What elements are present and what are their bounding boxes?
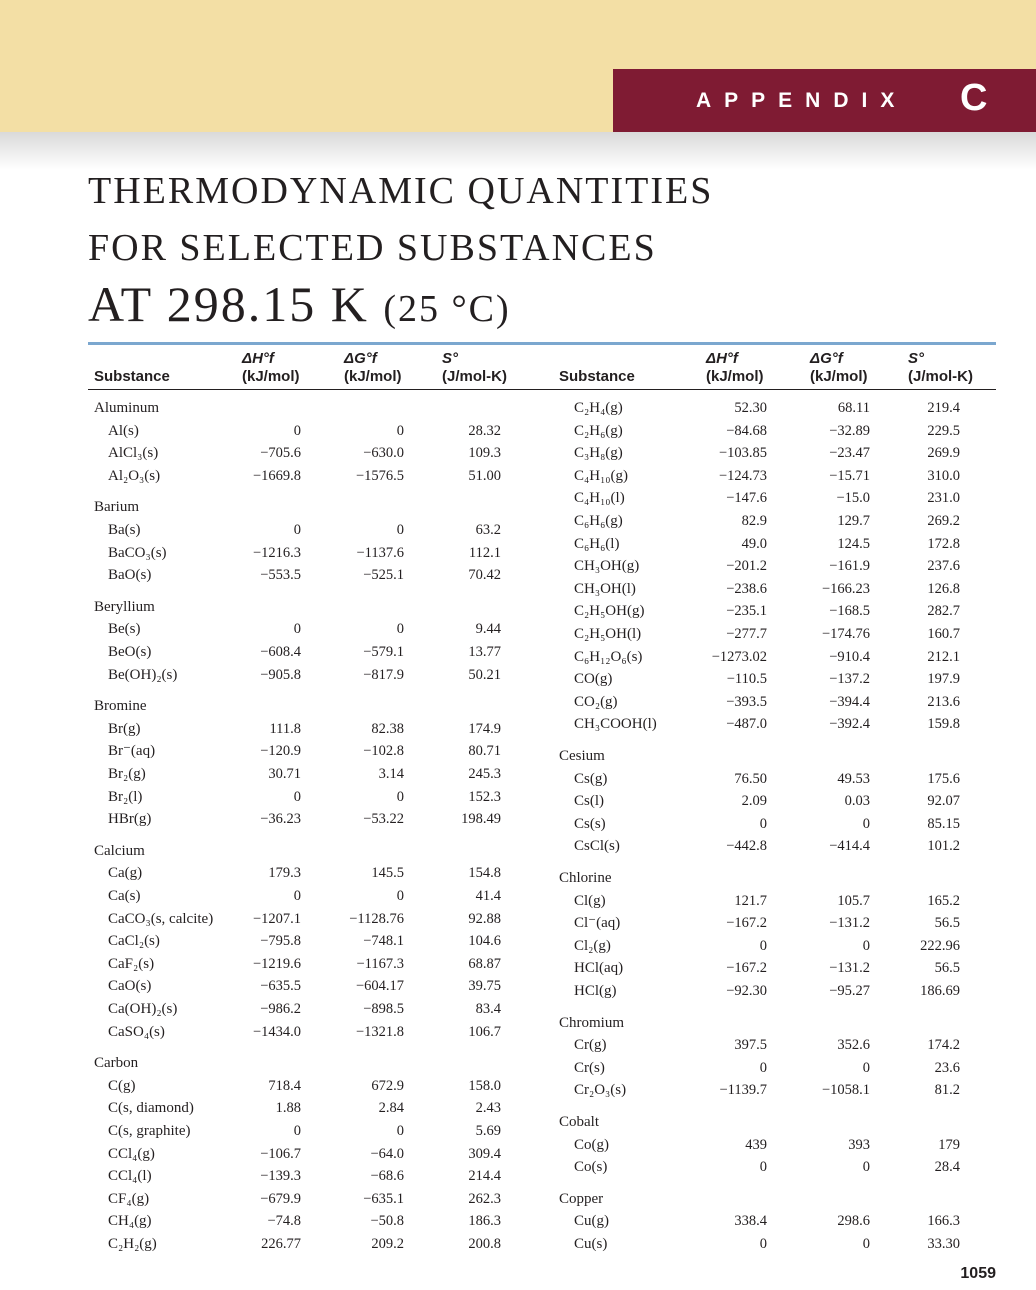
delta-g-value: −32.89 [829,422,870,439]
table-header-rule [88,389,996,390]
substance-name: Ba(s) [108,522,141,538]
dg-symbol: ΔG°f [810,350,843,367]
delta-h-value: −1216.3 [252,544,301,561]
col-header-substance-left: Substance [94,368,170,385]
entropy-value: 13.77 [468,644,501,660]
delta-g-value: 298.6 [837,1213,870,1230]
entropy-value: 9.44 [475,621,501,638]
delta-h-value: −442.8 [726,838,767,855]
substance-name: C₂H₆(g) [574,422,623,439]
delta-h-value: 82.9 [741,513,767,529]
substance-name: Ca(OH)₂(s) [108,1001,178,1017]
delta-h-value: 0 [293,522,301,538]
entropy-value: 186.69 [920,983,960,999]
substance-name: C(s, graphite) [108,1123,191,1139]
delta-g-value: 2.84 [378,1100,404,1117]
entropy-value: 112.1 [468,544,501,561]
entropy-value: 154.8 [468,865,501,882]
category-label: Beryllium [94,598,155,615]
delta-h-value: −393.5 [726,693,767,710]
substance-name: Al(s) [108,422,139,439]
delta-g-value: 0 [862,1059,870,1076]
delta-g-value: −1058.1 [821,1082,870,1099]
substance-name: BaO(s) [108,567,152,584]
s-symbol: S° [908,350,925,367]
delta-h-value: −238.6 [726,580,767,597]
substance-name: Cs(l) [574,793,604,810]
substance-name: C₂H₅OH(l) [574,626,642,642]
delta-g-value: −604.17 [355,978,404,995]
delta-g-value: 68.11 [837,400,870,416]
entropy-value: 245.3 [468,766,501,782]
delta-h-value: 338.4 [734,1213,767,1230]
substance-name: Cr(g) [574,1037,607,1054]
delta-h-value: −84.68 [726,422,767,439]
delta-g-value: −131.2 [829,960,870,977]
substance-name: CH₃COOH(l) [574,716,657,733]
delta-g-value: −161.9 [829,558,870,575]
substance-name: Cu(g) [574,1213,609,1230]
delta-h-value: 0 [759,1059,767,1076]
entropy-value: 186.3 [468,1213,501,1230]
substance-name: Cl⁻(aq) [574,915,621,932]
delta-g-value: −166.23 [821,580,870,597]
category-label: Cobalt [559,1114,599,1130]
entropy-value: 92.07 [927,793,960,810]
page-title-line-3 [88,276,511,332]
category-label: Carbon [94,1055,139,1072]
substance-name: Ca(g) [108,865,143,882]
delta-h-value: −1434.0 [252,1023,301,1040]
delta-g-value: −50.8 [370,1213,404,1230]
delta-h-value: −1139.7 [719,1082,767,1099]
substance-name: Cs(g) [574,770,608,787]
substance-name: CO₂(g) [574,693,618,710]
delta-g-value: −630.0 [363,445,404,462]
delta-g-value: 0 [396,788,404,805]
entropy-value: 269.2 [927,513,960,529]
substance-name: BaCO₃(s) [108,544,167,561]
delta-h-value: −487.0 [726,716,767,733]
entropy-value: 152.3 [468,788,501,805]
substance-name: HCl(aq) [574,960,624,977]
col-header-dh-right [706,350,764,386]
dh-symbol: ΔH°f [706,350,738,367]
entropy-value: 160.7 [927,626,960,642]
entropy-value: 28.4 [934,1159,960,1176]
appendix-letter: C [960,77,988,119]
substance-name: Cs(s) [574,815,606,832]
entropy-value: 282.7 [927,603,960,620]
entropy-value: 310.0 [927,467,960,484]
substance-name: C₂H₄(g) [574,400,623,416]
delta-g-value: −15.71 [829,467,870,484]
delta-g-value: −23.47 [829,445,870,462]
entropy-value: 104.6 [468,933,501,950]
category-label: Copper [559,1190,604,1207]
substance-name: CaO(s) [108,978,152,995]
delta-h-value: −201.2 [726,558,767,575]
substance-name: C₆H₁₂O₆(s) [574,648,643,665]
entropy-value: 2.43 [475,1100,501,1117]
delta-g-value: 0 [396,1123,404,1139]
entropy-value: 219.4 [927,400,960,416]
substance-name: CCl₄(l) [108,1168,152,1185]
delta-g-value: 0 [862,1236,870,1252]
col-header-substance-right: Substance [559,368,635,385]
entropy-value: 262.3 [468,1190,501,1207]
substance-name: C₂H₂(g) [108,1236,157,1252]
delta-h-value: −1207.1 [252,910,301,927]
delta-h-value: −679.9 [260,1190,301,1207]
entropy-value: 309.4 [468,1145,501,1162]
entropy-value: 109.3 [468,445,501,462]
delta-h-value: 0 [759,1159,767,1176]
entropy-value: 41.4 [475,888,501,904]
delta-h-value: −139.3 [260,1168,301,1185]
entropy-value: 80.71 [468,743,501,760]
substance-name: C₆H₆(l) [574,535,620,552]
category-label: Chlorine [559,870,612,886]
delta-h-value: −1273.02 [711,648,767,665]
delta-h-value: 0 [759,815,767,832]
substance-name: Al₂O₃(s) [108,467,161,484]
substance-name: Cr(s) [574,1059,605,1076]
delta-h-value: 0 [293,788,301,805]
delta-h-value: −905.8 [260,666,301,683]
substance-name: C(s, diamond) [108,1100,194,1117]
substance-name: CO(g) [574,671,613,688]
delta-g-value: 0.03 [844,793,870,810]
substance-name: C₆H₆(g) [574,513,623,529]
substance-name: Cu(s) [574,1236,608,1252]
title-temperature: AT 298.15 K [88,276,384,332]
col-header-s-left [442,350,507,386]
substance-name: CsCl(s) [574,838,620,855]
dg-symbol: ΔG°f [344,350,377,367]
substance-name: CaSO₄(s) [108,1023,165,1040]
substance-name: Cl(g) [574,892,606,909]
delta-h-value: 718.4 [268,1077,301,1094]
delta-h-value: 1.88 [275,1100,301,1117]
delta-h-value: −36.23 [260,811,301,828]
entropy-value: 106.7 [468,1023,501,1040]
entropy-value: 33.30 [927,1236,960,1252]
delta-g-value: 105.7 [837,892,870,909]
substance-name: CaF₂(s) [108,955,155,972]
dh-unit: (kJ/mol) [242,368,300,385]
substance-name: CaCO₃(s, calcite) [108,910,214,927]
s-unit: (J/mol-K) [908,368,973,385]
delta-h-value: 0 [293,1123,301,1139]
delta-h-value: −167.2 [726,960,767,977]
s-unit: (J/mol-K) [442,368,507,385]
substance-name: BeO(s) [108,644,152,660]
delta-g-value: −168.5 [829,603,870,620]
delta-h-value: 397.5 [734,1037,767,1054]
entropy-value: 174.9 [468,720,501,737]
delta-h-value: 76.50 [734,770,767,787]
category-label: Barium [94,499,139,516]
page-title-line-1: THERMODYNAMIC QUANTITIES [88,170,714,212]
substance-name: C₂H₅OH(g) [574,603,645,620]
substance-name: CaCl₂(s) [108,933,160,950]
entropy-value: 85.15 [927,815,960,832]
category-label: Cesium [559,748,605,764]
delta-h-value: −553.5 [260,567,301,584]
delta-g-value: −15.0 [836,490,870,507]
delta-g-value: −635.1 [363,1190,404,1207]
delta-g-value: 0 [862,937,870,954]
entropy-value: 198.49 [461,811,501,828]
substance-name: HCl(g) [574,983,617,999]
delta-h-value: −120.9 [260,743,301,760]
delta-g-value: −68.6 [370,1168,404,1185]
delta-h-value: −635.5 [260,978,301,995]
delta-g-value: 209.2 [371,1236,404,1252]
delta-h-value: −277.7 [726,626,767,642]
delta-h-value: 111.8 [269,720,301,737]
category-label: Aluminum [94,400,160,416]
entropy-value: 229.5 [927,422,960,439]
delta-h-value: −74.8 [267,1213,301,1230]
delta-g-value: −131.2 [829,915,870,932]
delta-h-value: 0 [759,937,767,954]
entropy-value: 50.21 [468,666,501,683]
delta-g-value: 49.53 [837,770,870,787]
category-label: Bromine [94,698,147,715]
delta-g-value: 0 [396,422,404,439]
s-symbol: S° [442,350,459,367]
substance-name: CH₃OH(l) [574,580,636,597]
substance-name: C₄H₁₀(l) [574,490,625,507]
delta-g-value: −748.1 [363,933,404,950]
delta-g-value: −137.2 [829,671,870,688]
delta-g-value: −174.76 [821,626,870,642]
substance-name: HBr(g) [108,811,152,828]
delta-h-value: −235.1 [726,603,767,620]
delta-h-value: 0 [293,888,301,904]
delta-h-value: −124.73 [718,467,767,484]
delta-g-value: −53.22 [363,811,404,828]
substance-name: C₄H₁₀(g) [574,467,629,484]
delta-g-value: −1321.8 [355,1023,404,1040]
delta-g-value: 0 [862,815,870,832]
delta-h-value: 0 [293,621,301,638]
entropy-value: 28.32 [468,422,501,439]
dh-unit: (kJ/mol) [706,368,764,385]
delta-g-value: −64.0 [370,1145,404,1162]
entropy-value: 200.8 [468,1236,501,1252]
col-header-dg-left [344,350,402,386]
delta-h-value: 439 [745,1136,767,1153]
substance-name: Cl₂(g) [574,937,611,954]
entropy-value: 92.88 [468,910,501,927]
delta-g-value: 124.5 [837,535,870,552]
entropy-value: 214.4 [468,1168,501,1185]
title-celsius: (25 °C) [383,288,511,330]
delta-h-value: 179.3 [268,865,301,882]
substance-name: C₃H₈(g) [574,445,623,462]
page-number: 1059 [960,1265,996,1282]
delta-g-value: 82.38 [371,720,404,737]
substance-name: C(g) [108,1077,136,1094]
entropy-value: 158.0 [468,1077,501,1094]
substance-name: Br(g) [108,720,141,737]
entropy-value: 165.2 [927,892,960,909]
delta-g-value: −910.4 [829,648,870,665]
entropy-value: 174.2 [927,1037,960,1054]
delta-g-value: 352.6 [837,1037,870,1054]
entropy-value: 101.2 [927,838,960,855]
entropy-value: 179 [938,1136,960,1153]
entropy-value: 63.2 [475,522,501,538]
page-title-line-2: FOR SELECTED SUBSTANCES [88,227,657,269]
substance-name: Be(OH)₂(s) [108,666,178,683]
substance-name: CCl₄(g) [108,1145,155,1162]
delta-g-value: 3.14 [378,766,404,782]
substance-name: Br₂(l) [108,788,143,805]
dg-unit: (kJ/mol) [810,368,868,385]
dh-symbol: ΔH°f [242,350,274,367]
delta-g-value: −1137.6 [356,544,404,561]
delta-g-value: −414.4 [829,838,870,855]
entropy-value: 213.6 [927,693,960,710]
delta-h-value: −103.85 [718,445,767,462]
entropy-value: 5.69 [475,1123,501,1139]
entropy-value: 68.87 [468,955,501,972]
delta-h-value: 30.71 [268,766,301,782]
delta-g-value: 0 [396,522,404,538]
substance-name: CH₃OH(g) [574,558,640,575]
delta-g-value: −579.1 [363,644,404,660]
entropy-value: 197.9 [927,671,960,688]
substance-name: Ca(s) [108,888,141,904]
appendix-label: APPENDIX [696,89,908,112]
entropy-value: 23.6 [934,1059,960,1076]
delta-g-value: −95.27 [829,983,870,999]
delta-h-value: −986.2 [260,1001,301,1017]
entropy-value: 166.3 [927,1213,960,1230]
delta-g-value: −1167.3 [356,955,404,972]
substance-name: Br₂(g) [108,766,146,782]
entropy-value: 81.2 [934,1082,960,1099]
entropy-value: 172.8 [927,535,960,552]
delta-h-value: 52.30 [734,400,767,416]
entropy-value: 51.00 [468,467,501,484]
delta-g-value: −1128.76 [349,910,404,927]
delta-g-value: −394.4 [829,693,870,710]
delta-h-value: −1219.6 [252,955,301,972]
dg-unit: (kJ/mol) [344,368,402,385]
substance-name: Br⁻(aq) [108,743,156,760]
table-top-rule [88,342,996,345]
delta-g-value: 393 [848,1136,870,1153]
substance-name: CF₄(g) [108,1190,150,1207]
delta-h-value: 121.7 [734,892,767,909]
delta-g-value: −102.8 [363,743,404,760]
substance-name: Be(s) [108,621,141,638]
category-label: Calcium [94,842,145,859]
entropy-value: 212.1 [927,648,960,665]
delta-h-value: −92.30 [726,983,767,999]
substance-name: Co(s) [574,1159,608,1176]
delta-h-value: 0 [293,422,301,439]
entropy-value: 56.5 [934,960,960,977]
entropy-value: 237.6 [927,558,960,575]
delta-h-value: 2.09 [741,793,767,810]
delta-g-value: −898.5 [363,1001,404,1017]
substance-name: CH₄(g) [108,1213,152,1230]
delta-h-value: 226.77 [261,1236,301,1252]
substance-name: Co(g) [574,1136,609,1153]
delta-g-value: −817.9 [363,666,404,683]
entropy-value: 83.4 [475,1001,501,1017]
delta-h-value: −1669.8 [252,467,301,484]
entropy-value: 56.5 [934,915,960,932]
col-header-s-right [908,350,973,386]
delta-g-value: 145.5 [371,865,404,882]
delta-g-value: −392.4 [829,716,870,733]
delta-h-value: −608.4 [260,644,301,660]
delta-h-value: −106.7 [260,1145,301,1162]
entropy-value: 39.75 [468,978,501,995]
delta-g-value: 0 [396,621,404,638]
col-header-dg-right [810,350,868,386]
delta-h-value: 0 [759,1236,767,1252]
substance-name: AlCl₃(s) [108,445,159,462]
delta-g-value: −1576.5 [355,467,404,484]
col-header-dh-left [242,350,300,386]
entropy-value: 222.96 [920,937,960,954]
entropy-value: 70.42 [468,567,501,584]
delta-g-value: 129.7 [837,513,870,529]
delta-h-value: −110.5 [726,671,767,688]
delta-h-value: 49.0 [741,535,767,552]
entropy-value: 231.0 [927,490,960,507]
delta-g-value: 672.9 [371,1077,404,1094]
header-shadow [0,132,1036,170]
delta-g-value: −525.1 [363,567,404,584]
delta-g-value: 0 [862,1159,870,1176]
entropy-value: 126.8 [927,580,960,597]
delta-h-value: −795.8 [260,933,301,950]
entropy-value: 269.9 [927,445,960,462]
delta-g-value: 0 [396,888,404,904]
entropy-value: 159.8 [927,716,960,733]
delta-h-value: −167.2 [726,915,767,932]
entropy-value: 175.6 [927,770,960,787]
category-label: Chromium [559,1014,625,1031]
delta-h-value: −705.6 [260,445,301,462]
delta-h-value: −147.6 [726,490,767,507]
substance-name: Cr₂O₃(s) [574,1082,627,1099]
